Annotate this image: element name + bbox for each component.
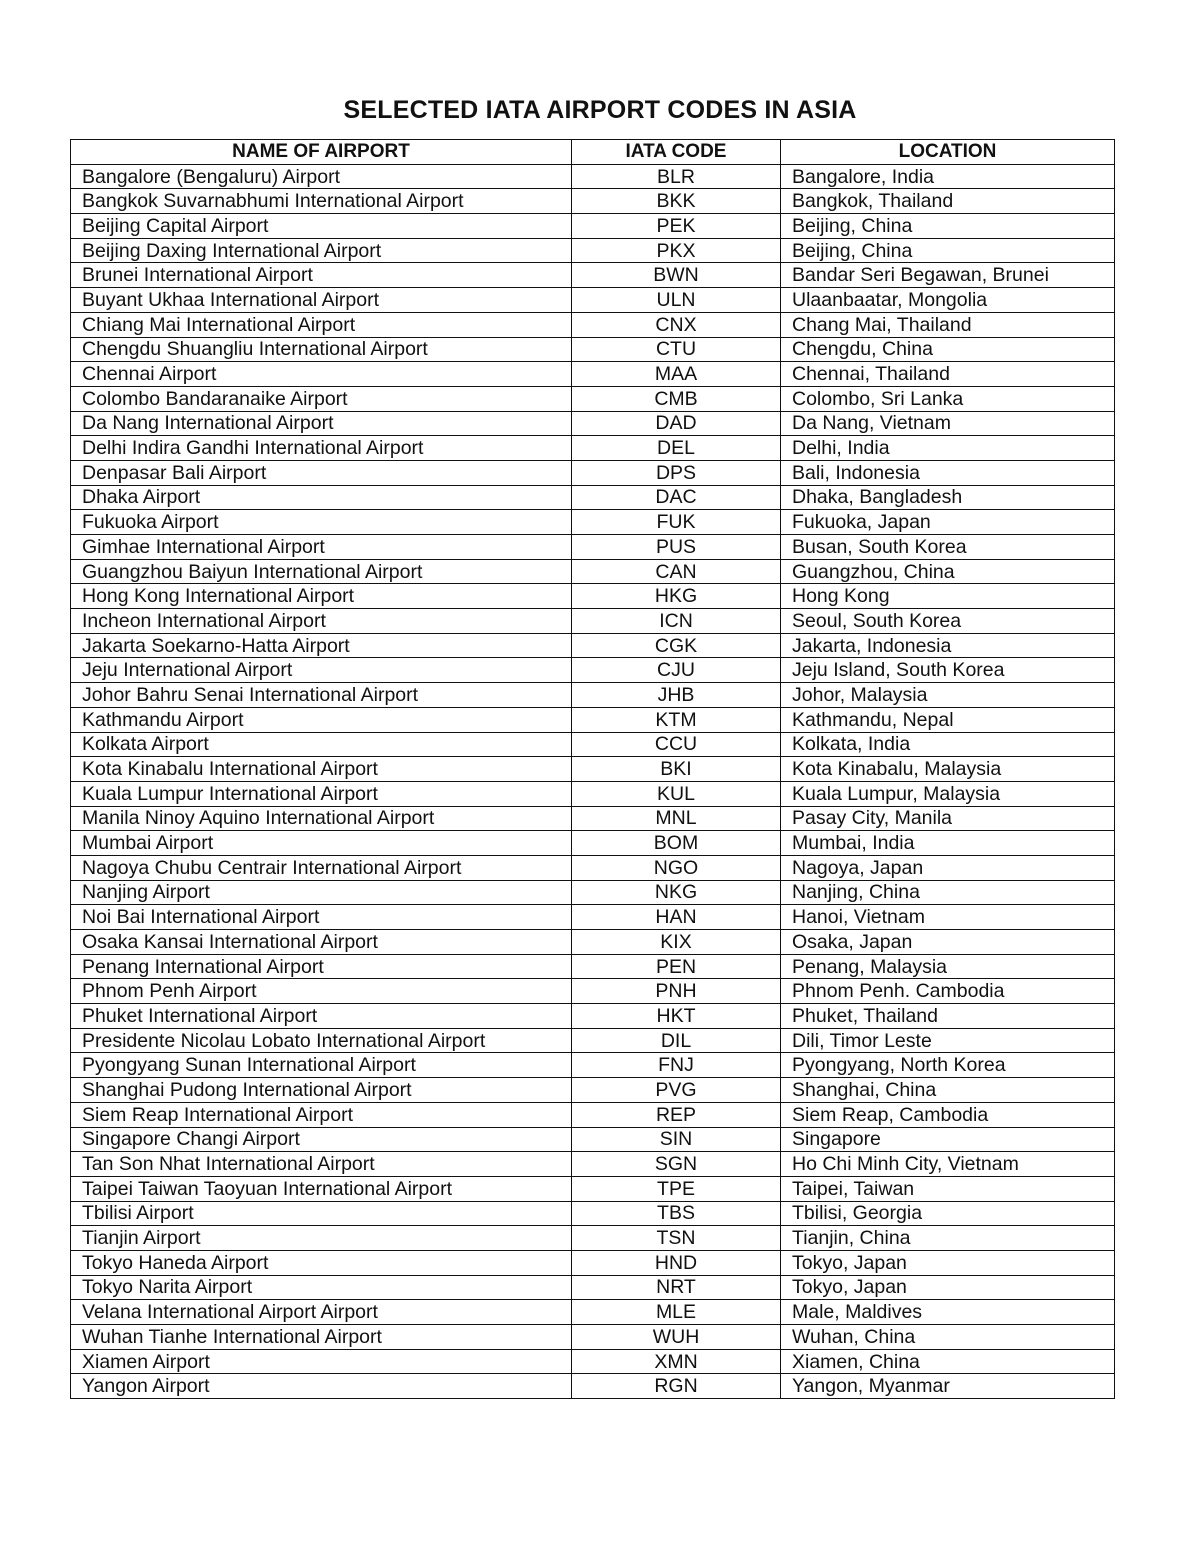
airport-name-cell: Tan Son Nhat International Airport <box>71 1152 572 1177</box>
location-cell: Tokyo, Japan <box>781 1250 1115 1275</box>
iata-code-cell: BKK <box>572 189 781 214</box>
table-body <box>71 164 1115 1398</box>
location-cell: Fukuoka, Japan <box>781 510 1115 535</box>
iata-code-cell: JHB <box>572 683 781 708</box>
airport-name-cell: Gimhae International Airport <box>71 535 572 560</box>
iata-code-cell: DEL <box>572 436 781 461</box>
table-row <box>71 559 1115 584</box>
location-cell: Shanghai, China <box>781 1078 1115 1103</box>
airport-name-cell: Penang International Airport <box>71 954 572 979</box>
airport-name-cell: Beijing Capital Airport <box>71 214 572 239</box>
location-cell: Seoul, South Korea <box>781 609 1115 634</box>
iata-code-cell: PVG <box>572 1078 781 1103</box>
location-cell: Tokyo, Japan <box>781 1275 1115 1300</box>
location-cell: Dhaka, Bangladesh <box>781 485 1115 510</box>
column-header-iata-code: IATA CODE <box>572 140 781 165</box>
table-row <box>71 831 1115 856</box>
iata-code-cell: NKG <box>572 880 781 905</box>
location-cell: Taipei, Taiwan <box>781 1176 1115 1201</box>
table-row <box>71 337 1115 362</box>
iata-code-cell: SGN <box>572 1152 781 1177</box>
iata-code-cell: FNJ <box>572 1053 781 1078</box>
airport-name-cell: Jeju International Airport <box>71 658 572 683</box>
table-row <box>71 238 1115 263</box>
airport-name-cell: Siem Reap International Airport <box>71 1102 572 1127</box>
iata-code-cell: CCU <box>572 732 781 757</box>
iata-code-cell: CNX <box>572 312 781 337</box>
table-row <box>71 362 1115 387</box>
airport-name-cell: Kuala Lumpur International Airport <box>71 781 572 806</box>
airport-name-cell: Buyant Ukhaa International Airport <box>71 288 572 313</box>
iata-code-cell: DPS <box>572 460 781 485</box>
location-cell: Pasay City, Manila <box>781 806 1115 831</box>
table-row <box>71 855 1115 880</box>
iata-code-cell: HAN <box>572 905 781 930</box>
location-cell: Bandar Seri Begawan, Brunei <box>781 263 1115 288</box>
table-row <box>71 436 1115 461</box>
iata-code-cell: BWN <box>572 263 781 288</box>
airport-name-cell: Wuhan Tianhe International Airport <box>71 1325 572 1350</box>
airport-name-cell: Hong Kong International Airport <box>71 584 572 609</box>
location-cell: Delhi, India <box>781 436 1115 461</box>
table-row <box>71 1028 1115 1053</box>
table-row <box>71 288 1115 313</box>
airport-name-cell: Johor Bahru Senai International Airport <box>71 683 572 708</box>
table-row <box>71 510 1115 535</box>
airport-name-cell: Guangzhou Baiyun International Airport <box>71 559 572 584</box>
table-row <box>71 535 1115 560</box>
airport-name-cell: Da Nang International Airport <box>71 411 572 436</box>
airport-name-cell: Bangalore (Bengaluru) Airport <box>71 164 572 189</box>
airport-name-cell: Chengdu Shuangliu International Airport <box>71 337 572 362</box>
table-row <box>71 214 1115 239</box>
airport-name-cell: Colombo Bandaranaike Airport <box>71 386 572 411</box>
airport-name-cell: Manila Ninoy Aquino International Airport <box>71 806 572 831</box>
table-row <box>71 1152 1115 1177</box>
location-cell: Kuala Lumpur, Malaysia <box>781 781 1115 806</box>
iata-code-cell: XMN <box>572 1349 781 1374</box>
iata-code-cell: PEK <box>572 214 781 239</box>
iata-code-cell: BLR <box>572 164 781 189</box>
table-row <box>71 609 1115 634</box>
airport-name-cell: Phuket International Airport <box>71 1004 572 1029</box>
table-row <box>71 189 1115 214</box>
location-cell: Hong Kong <box>781 584 1115 609</box>
airport-name-cell: Jakarta Soekarno-Hatta Airport <box>71 633 572 658</box>
airport-name-cell: Shanghai Pudong International Airport <box>71 1078 572 1103</box>
location-cell: Phnom Penh. Cambodia <box>781 979 1115 1004</box>
airport-name-cell: Nagoya Chubu Centrair International Airport <box>71 855 572 880</box>
location-cell: Guangzhou, China <box>781 559 1115 584</box>
table-header-row <box>71 140 1115 165</box>
location-cell: Nanjing, China <box>781 880 1115 905</box>
table-row <box>71 633 1115 658</box>
table-row <box>71 1102 1115 1127</box>
table-row <box>71 658 1115 683</box>
table-row <box>71 1127 1115 1152</box>
location-cell: Osaka, Japan <box>781 930 1115 955</box>
table-row <box>71 880 1115 905</box>
iata-code-cell: KTM <box>572 707 781 732</box>
iata-code-cell: NGO <box>572 855 781 880</box>
airport-name-cell: Tianjin Airport <box>71 1226 572 1251</box>
location-cell: Wuhan, China <box>781 1325 1115 1350</box>
iata-code-cell: PKX <box>572 238 781 263</box>
iata-code-cell: ICN <box>572 609 781 634</box>
airport-name-cell: Kota Kinabalu International Airport <box>71 757 572 782</box>
location-cell: Busan, South Korea <box>781 535 1115 560</box>
table-row <box>71 1226 1115 1251</box>
location-cell: Chang Mai, Thailand <box>781 312 1115 337</box>
iata-code-cell: TSN <box>572 1226 781 1251</box>
airport-codes-table <box>70 139 1115 1399</box>
iata-code-cell: DAC <box>572 485 781 510</box>
iata-code-cell: HKT <box>572 1004 781 1029</box>
table-row <box>71 1275 1115 1300</box>
table-row <box>71 683 1115 708</box>
location-cell: Chengdu, China <box>781 337 1115 362</box>
location-cell: Siem Reap, Cambodia <box>781 1102 1115 1127</box>
location-cell: Johor, Malaysia <box>781 683 1115 708</box>
iata-code-cell: CAN <box>572 559 781 584</box>
location-cell: Tbilisi, Georgia <box>781 1201 1115 1226</box>
iata-code-cell: HKG <box>572 584 781 609</box>
table-row <box>71 1078 1115 1103</box>
iata-code-cell: CTU <box>572 337 781 362</box>
iata-code-cell: PEN <box>572 954 781 979</box>
table-row <box>71 1176 1115 1201</box>
location-cell: Yangon, Myanmar <box>781 1374 1115 1399</box>
column-header-location: LOCATION <box>781 140 1115 165</box>
location-cell: Jeju Island, South Korea <box>781 658 1115 683</box>
airport-name-cell: Tokyo Narita Airport <box>71 1275 572 1300</box>
location-cell: Nagoya, Japan <box>781 855 1115 880</box>
location-cell: Xiamen, China <box>781 1349 1115 1374</box>
airport-name-cell: Tbilisi Airport <box>71 1201 572 1226</box>
airport-name-cell: Mumbai Airport <box>71 831 572 856</box>
table-row <box>71 584 1115 609</box>
location-cell: Bangkok, Thailand <box>781 189 1115 214</box>
iata-code-cell: PUS <box>572 535 781 560</box>
table-row <box>71 732 1115 757</box>
iata-code-cell: MAA <box>572 362 781 387</box>
location-cell: Penang, Malaysia <box>781 954 1115 979</box>
table-row <box>71 930 1115 955</box>
location-cell: Bali, Indonesia <box>781 460 1115 485</box>
location-cell: Hanoi, Vietnam <box>781 905 1115 930</box>
location-cell: Bangalore, India <box>781 164 1115 189</box>
location-cell: Beijing, China <box>781 238 1115 263</box>
location-cell: Pyongyang, North Korea <box>781 1053 1115 1078</box>
airport-name-cell: Dhaka Airport <box>71 485 572 510</box>
iata-code-cell: BOM <box>572 831 781 856</box>
airport-name-cell: Yangon Airport <box>71 1374 572 1399</box>
iata-code-cell: CMB <box>572 386 781 411</box>
airport-name-cell: Bangkok Suvarnabhumi International Airport <box>71 189 572 214</box>
table-row <box>71 460 1115 485</box>
airport-name-cell: Singapore Changi Airport <box>71 1127 572 1152</box>
location-cell: Chennai, Thailand <box>781 362 1115 387</box>
table-row <box>71 1325 1115 1350</box>
airport-name-cell: Noi Bai International Airport <box>71 905 572 930</box>
table-row <box>71 312 1115 337</box>
iata-code-cell: MLE <box>572 1300 781 1325</box>
airport-name-cell: Osaka Kansai International Airport <box>71 930 572 955</box>
iata-code-cell: WUH <box>572 1325 781 1350</box>
table-row <box>71 707 1115 732</box>
location-cell: Da Nang, Vietnam <box>781 411 1115 436</box>
table-row <box>71 1300 1115 1325</box>
iata-code-cell: ULN <box>572 288 781 313</box>
airport-name-cell: Nanjing Airport <box>71 880 572 905</box>
airport-name-cell: Denpasar Bali Airport <box>71 460 572 485</box>
airport-name-cell: Presidente Nicolau Lobato International Airport <box>71 1028 572 1053</box>
iata-code-cell: FUK <box>572 510 781 535</box>
location-cell: Kolkata, India <box>781 732 1115 757</box>
airport-name-cell: Phnom Penh Airport <box>71 979 572 1004</box>
location-cell: Mumbai, India <box>781 831 1115 856</box>
airport-name-cell: Fukuoka Airport <box>71 510 572 535</box>
table-row <box>71 781 1115 806</box>
location-cell: Ulaanbaatar, Mongolia <box>781 288 1115 313</box>
location-cell: Colombo, Sri Lanka <box>781 386 1115 411</box>
airport-name-cell: Velana International Airport Airport <box>71 1300 572 1325</box>
table-row <box>71 979 1115 1004</box>
table-row <box>71 1250 1115 1275</box>
location-cell: Kota Kinabalu, Malaysia <box>781 757 1115 782</box>
iata-code-cell: CGK <box>572 633 781 658</box>
table-row <box>71 411 1115 436</box>
location-cell: Tianjin, China <box>781 1226 1115 1251</box>
airport-name-cell: Chennai Airport <box>71 362 572 387</box>
iata-code-cell: SIN <box>572 1127 781 1152</box>
table-row <box>71 386 1115 411</box>
iata-code-cell: MNL <box>572 806 781 831</box>
location-cell: Beijing, China <box>781 214 1115 239</box>
iata-code-cell: PNH <box>572 979 781 1004</box>
table-row <box>71 485 1115 510</box>
iata-code-cell: TBS <box>572 1201 781 1226</box>
airport-name-cell: Chiang Mai International Airport <box>71 312 572 337</box>
location-cell: Dili, Timor Leste <box>781 1028 1115 1053</box>
location-cell: Ho Chi Minh City, Vietnam <box>781 1152 1115 1177</box>
table-row <box>71 1374 1115 1399</box>
location-cell: Phuket, Thailand <box>781 1004 1115 1029</box>
iata-code-cell: TPE <box>572 1176 781 1201</box>
iata-code-cell: KIX <box>572 930 781 955</box>
location-cell: Male, Maldives <box>781 1300 1115 1325</box>
airport-name-cell: Kathmandu Airport <box>71 707 572 732</box>
table-row <box>71 905 1115 930</box>
iata-code-cell: DIL <box>572 1028 781 1053</box>
table-row <box>71 1349 1115 1374</box>
airport-name-cell: Delhi Indira Gandhi International Airport <box>71 436 572 461</box>
airport-name-cell: Tokyo Haneda Airport <box>71 1250 572 1275</box>
table-row <box>71 1053 1115 1078</box>
airport-name-cell: Pyongyang Sunan International Airport <box>71 1053 572 1078</box>
table-row <box>71 1004 1115 1029</box>
airport-name-cell: Brunei International Airport <box>71 263 572 288</box>
location-cell: Kathmandu, Nepal <box>781 707 1115 732</box>
location-cell: Jakarta, Indonesia <box>781 633 1115 658</box>
iata-code-cell: NRT <box>572 1275 781 1300</box>
iata-code-cell: HND <box>572 1250 781 1275</box>
iata-code-cell: KUL <box>572 781 781 806</box>
table-row <box>71 1201 1115 1226</box>
location-cell: Singapore <box>781 1127 1115 1152</box>
iata-code-cell: BKI <box>572 757 781 782</box>
iata-code-cell: CJU <box>572 658 781 683</box>
table-row <box>71 263 1115 288</box>
page-title: SELECTED IATA AIRPORT CODES IN ASIA <box>343 96 857 124</box>
airport-name-cell: Kolkata Airport <box>71 732 572 757</box>
table-row <box>71 164 1115 189</box>
table-row <box>71 806 1115 831</box>
airport-name-cell: Incheon International Airport <box>71 609 572 634</box>
column-header-name: NAME OF AIRPORT <box>71 140 572 165</box>
airport-name-cell: Beijing Daxing International Airport <box>71 238 572 263</box>
airport-name-cell: Taipei Taiwan Taoyuan International Airport <box>71 1176 572 1201</box>
iata-code-cell: RGN <box>572 1374 781 1399</box>
iata-code-cell: DAD <box>572 411 781 436</box>
airport-name-cell: Xiamen Airport <box>71 1349 572 1374</box>
table-row <box>71 757 1115 782</box>
table-row <box>71 954 1115 979</box>
iata-code-cell: REP <box>572 1102 781 1127</box>
